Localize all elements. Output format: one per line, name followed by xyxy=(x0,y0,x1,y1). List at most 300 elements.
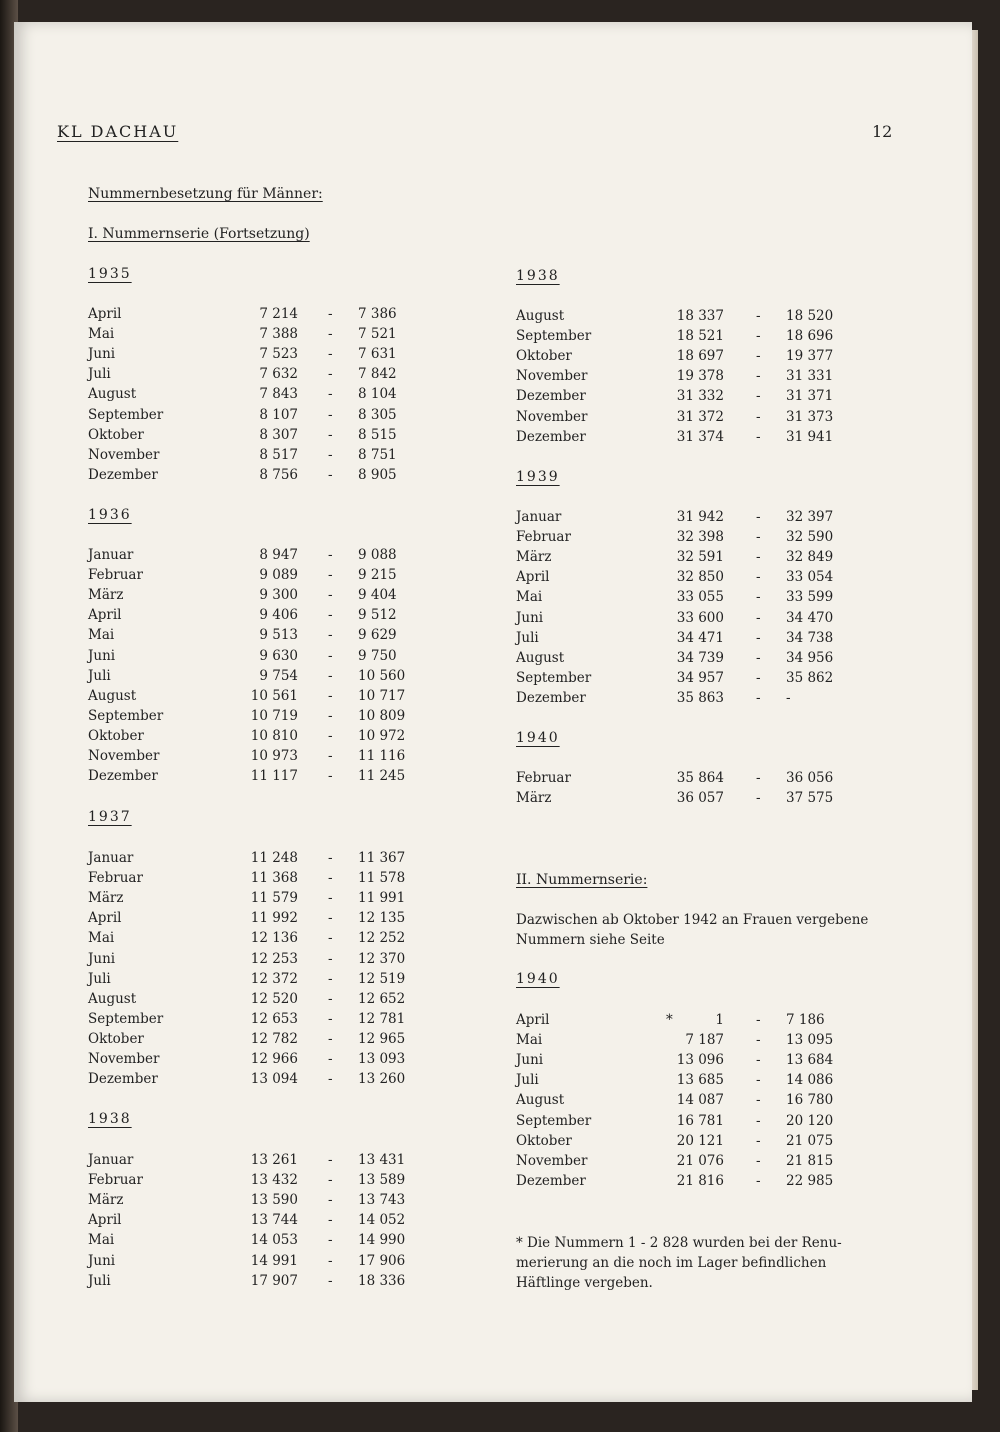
month-cell: Juli xyxy=(88,366,111,383)
range-start-cell: 34 739 xyxy=(676,649,724,666)
month-cell: Oktober xyxy=(516,1132,572,1149)
table-row xyxy=(516,690,896,710)
month-cell: Mai xyxy=(88,326,115,343)
range-start-cell: 7 843 xyxy=(259,386,298,403)
table-row xyxy=(516,790,896,810)
table-row xyxy=(88,1031,468,1051)
table-row xyxy=(88,910,468,930)
range-dash: - xyxy=(328,1030,333,1047)
table-row xyxy=(88,1212,468,1232)
series2-note-line: Dazwischen ab Oktober 1942 an Frauen vergebene xyxy=(516,912,869,928)
month-cell: September xyxy=(88,1010,164,1027)
range-end-cell: 13 095 xyxy=(786,1032,834,1049)
year-heading: 1938 xyxy=(88,1111,132,1127)
range-end-cell: 12 519 xyxy=(358,970,406,987)
range-end-cell: 33 054 xyxy=(786,569,834,586)
month-cell: Juli xyxy=(88,970,111,987)
table-row xyxy=(516,529,896,549)
month-cell: April xyxy=(516,1012,550,1028)
range-dash: - xyxy=(328,768,333,785)
footnote xyxy=(516,1233,842,1293)
table-row xyxy=(88,326,468,346)
range-start-cell: 32 398 xyxy=(676,529,724,546)
range-end-cell: 12 652 xyxy=(358,990,406,1007)
range-dash: - xyxy=(756,328,761,345)
range-end-cell: 11 991 xyxy=(358,890,406,907)
range-dash: - xyxy=(328,1071,333,1088)
month-cell: Januar xyxy=(88,547,134,563)
range-start-cell: 8 107 xyxy=(259,406,298,423)
month-cell: April xyxy=(516,569,550,586)
range-end-cell: 18 336 xyxy=(358,1272,406,1289)
table-row xyxy=(516,509,896,529)
month-cell: Oktober xyxy=(516,348,572,365)
range-start-cell: 9 630 xyxy=(259,647,298,664)
month-cell: April xyxy=(88,1212,122,1229)
month-cell: Februar xyxy=(88,870,143,887)
range-start-cell: 17 907 xyxy=(250,1272,298,1289)
range-dash: - xyxy=(328,1272,333,1289)
footnote-line: Häftlinge vergeben. xyxy=(516,1275,653,1291)
range-dash: - xyxy=(328,950,333,967)
month-cell: August xyxy=(88,990,137,1007)
table-row xyxy=(88,567,468,587)
table-row xyxy=(88,850,468,870)
month-cell: August xyxy=(88,386,137,403)
range-dash: - xyxy=(328,890,333,907)
range-end-cell: 32 590 xyxy=(786,529,834,546)
range-end-cell: 13 589 xyxy=(358,1172,406,1189)
month-cell: Dezember xyxy=(516,388,586,405)
table-row xyxy=(88,870,468,890)
table-row xyxy=(88,627,468,647)
table-row xyxy=(88,971,468,991)
month-cell: Dezember xyxy=(516,1172,586,1189)
range-end-cell: 20 120 xyxy=(786,1112,834,1129)
range-end-cell: 9 088 xyxy=(358,547,397,563)
range-end-cell: 14 086 xyxy=(786,1072,834,1089)
month-cell: September xyxy=(88,707,164,724)
range-end-cell: 14 990 xyxy=(358,1232,406,1249)
range-start-cell: 21 076 xyxy=(676,1152,724,1169)
month-cell: November xyxy=(516,368,588,385)
table-row xyxy=(516,368,896,388)
month-cell: Oktober xyxy=(88,1030,144,1047)
section-heading: Nummernbesetzung für Männer: xyxy=(88,186,323,202)
range-end-cell: 11 367 xyxy=(358,850,406,866)
month-cell: Dezember xyxy=(516,428,586,445)
month-cell: September xyxy=(516,1112,592,1129)
range-start-cell: 14 991 xyxy=(250,1252,298,1269)
range-dash: - xyxy=(328,930,333,947)
table-row xyxy=(88,728,468,748)
range-dash: - xyxy=(328,306,333,322)
range-end-cell: 34 956 xyxy=(786,649,834,666)
table-row xyxy=(88,768,468,788)
year-heading: 1936 xyxy=(88,507,132,523)
range-end-cell: 9 629 xyxy=(358,627,397,644)
range-dash: - xyxy=(756,669,761,686)
month-cell: Mai xyxy=(88,1232,115,1249)
range-dash: - xyxy=(328,647,333,664)
range-end-cell: 9 512 xyxy=(358,607,397,624)
range-dash: - xyxy=(756,1052,761,1069)
header-title: KL DACHAU xyxy=(57,122,179,141)
range-dash: - xyxy=(756,368,761,385)
table-row xyxy=(88,386,468,406)
table-row xyxy=(88,1273,468,1293)
range-dash: - xyxy=(756,529,761,546)
range-start-cell: 13 261 xyxy=(250,1152,298,1168)
range-start-cell: 11 117 xyxy=(250,768,298,785)
month-cell: Oktober xyxy=(88,727,144,744)
range-start-cell: 21 816 xyxy=(676,1172,724,1189)
table-row xyxy=(88,991,468,1011)
table-row xyxy=(516,650,896,670)
month-cell: November xyxy=(516,1152,588,1169)
table-row xyxy=(516,1153,896,1173)
range-start-cell: 34 471 xyxy=(676,629,724,646)
range-end-cell: 12 252 xyxy=(358,930,406,947)
range-dash: - xyxy=(328,1192,333,1209)
series2-note-line: Nummern siehe Seite xyxy=(516,932,665,948)
range-dash: - xyxy=(756,770,761,786)
table-row xyxy=(88,1152,468,1172)
range-end-cell: 32 397 xyxy=(786,509,834,525)
range-end-cell: 11 245 xyxy=(358,768,406,785)
month-cell: März xyxy=(516,549,552,566)
range-end-cell: 10 560 xyxy=(358,667,406,684)
range-end-cell: 33 599 xyxy=(786,589,834,606)
range-end-cell: 9 215 xyxy=(358,567,397,584)
table-row xyxy=(88,366,468,386)
range-end-cell: - xyxy=(786,689,791,706)
table-row xyxy=(516,1092,896,1112)
range-start-cell: 7 632 xyxy=(259,366,298,383)
year-heading: 1938 xyxy=(516,268,560,284)
range-start-cell: 11 992 xyxy=(250,910,298,927)
range-start-cell: 9 754 xyxy=(259,667,298,684)
table-row xyxy=(516,328,896,348)
range-dash: - xyxy=(756,629,761,646)
table-row xyxy=(516,409,896,429)
range-end-cell: 8 104 xyxy=(358,386,397,403)
range-end-cell: 8 305 xyxy=(358,406,397,423)
year-heading: 1937 xyxy=(88,809,132,825)
month-cell: Dezember xyxy=(88,466,158,483)
range-end-cell: 18 520 xyxy=(786,308,834,324)
range-dash: - xyxy=(328,1051,333,1067)
range-start-cell: 8 756 xyxy=(259,466,298,483)
month-cell: August xyxy=(516,308,565,324)
range-dash: - xyxy=(328,667,333,684)
range-start-cell: 7 214 xyxy=(259,306,298,322)
month-cell: Juni xyxy=(88,346,116,363)
month-cell: Mai xyxy=(88,627,115,644)
range-end-cell: 10 972 xyxy=(358,727,406,744)
range-start-cell: 32 850 xyxy=(676,569,724,586)
range-start-cell: 8 947 xyxy=(259,547,298,563)
range-start-cell: 7 523 xyxy=(259,346,298,363)
range-start-cell: 11 368 xyxy=(250,870,298,887)
range-end-cell: 36 056 xyxy=(786,770,834,786)
range-start-cell: 12 966 xyxy=(250,1051,298,1067)
table-row xyxy=(516,1173,896,1193)
range-dash: - xyxy=(756,1132,761,1149)
year-heading: 1940 xyxy=(516,730,560,746)
range-dash: - xyxy=(756,649,761,666)
range-start-cell: 31 332 xyxy=(676,388,724,405)
table-row xyxy=(88,1232,468,1252)
month-cell: Juni xyxy=(88,950,116,967)
range-start-cell: 16 781 xyxy=(676,1112,724,1129)
month-cell: Juni xyxy=(516,609,544,626)
range-dash: - xyxy=(756,1072,761,1089)
range-start-cell: 7 187 xyxy=(685,1032,724,1049)
range-dash: - xyxy=(328,627,333,644)
range-dash: - xyxy=(328,466,333,483)
series-heading: I. Nummernserie (Fortsetzung) xyxy=(88,226,310,242)
page-number: 12 xyxy=(872,122,893,141)
table-row xyxy=(88,427,468,447)
table-row xyxy=(516,569,896,589)
range-end-cell: 10 809 xyxy=(358,707,406,724)
month-cell: Dezember xyxy=(88,768,158,785)
range-end-cell: 19 377 xyxy=(786,348,834,365)
range-start-cell: 35 864 xyxy=(676,770,724,786)
range-start-cell: 10 810 xyxy=(250,727,298,744)
range-start-cell: 9 406 xyxy=(259,607,298,624)
range-start-cell: 12 520 xyxy=(250,990,298,1007)
table-row xyxy=(516,308,896,328)
range-end-cell: 7 631 xyxy=(358,346,397,363)
range-start-cell: 7 388 xyxy=(259,326,298,343)
range-dash: - xyxy=(328,1152,333,1168)
range-end-cell: 11 578 xyxy=(358,870,406,887)
month-cell: Januar xyxy=(516,509,562,525)
table-row xyxy=(516,589,896,609)
range-dash: - xyxy=(328,1010,333,1027)
table-row xyxy=(516,388,896,408)
table-row xyxy=(88,1192,468,1212)
month-cell: Juni xyxy=(88,1252,116,1269)
table-row xyxy=(516,770,896,790)
table-row xyxy=(88,1011,468,1031)
table-row xyxy=(88,930,468,950)
range-start-cell: 18 521 xyxy=(676,328,724,345)
range-dash: - xyxy=(328,567,333,584)
table-row xyxy=(88,1253,468,1273)
range-dash: - xyxy=(756,609,761,626)
range-start-cell: 8 307 xyxy=(259,426,298,443)
range-end-cell: 7 842 xyxy=(358,366,397,383)
range-start-cell: 10 561 xyxy=(250,687,298,704)
month-cell: Juni xyxy=(88,647,116,664)
range-dash: - xyxy=(756,1172,761,1189)
month-cell: Mai xyxy=(516,589,543,606)
table-row xyxy=(516,1052,896,1072)
month-cell: März xyxy=(88,1192,124,1209)
year-heading: 1939 xyxy=(516,469,560,485)
range-end-cell: 13 260 xyxy=(358,1071,406,1088)
month-cell: Januar xyxy=(88,850,134,866)
month-cell: Mai xyxy=(88,930,115,947)
range-end-cell: 10 717 xyxy=(358,687,406,704)
range-start-cell: 36 057 xyxy=(676,790,724,807)
month-cell: Mai xyxy=(516,1032,543,1049)
range-start-cell: 1 xyxy=(715,1012,724,1028)
range-start-cell: 12 782 xyxy=(250,1030,298,1047)
range-dash: - xyxy=(756,569,761,586)
range-start-cell: 31 942 xyxy=(676,509,724,525)
month-cell: Februar xyxy=(516,770,571,786)
table-row xyxy=(88,688,468,708)
month-cell: Juli xyxy=(88,1272,111,1289)
table-row xyxy=(88,607,468,627)
range-start-cell: 33 600 xyxy=(676,609,724,626)
range-dash: - xyxy=(328,970,333,987)
table-row xyxy=(88,306,468,326)
range-dash: - xyxy=(328,850,333,866)
range-end-cell: 14 052 xyxy=(358,1212,406,1229)
range-dash: - xyxy=(328,1252,333,1269)
range-start-cell: 13 096 xyxy=(676,1052,724,1069)
range-start-cell: 14 053 xyxy=(250,1232,298,1249)
range-dash: - xyxy=(756,308,761,324)
table-row xyxy=(88,407,468,427)
table-row xyxy=(88,346,468,366)
range-dash: - xyxy=(328,707,333,724)
month-cell: Februar xyxy=(88,567,143,584)
range-dash: - xyxy=(328,910,333,927)
month-cell: Oktober xyxy=(88,426,144,443)
range-dash: - xyxy=(328,386,333,403)
range-start-cell: 13 590 xyxy=(250,1192,298,1209)
range-start-cell: 31 372 xyxy=(676,408,724,425)
month-cell: November xyxy=(88,748,160,764)
month-cell: März xyxy=(88,890,124,907)
range-end-cell: 18 696 xyxy=(786,328,834,345)
range-dash: - xyxy=(328,587,333,604)
range-end-cell: 32 849 xyxy=(786,549,834,566)
range-start-cell: 11 248 xyxy=(250,850,298,866)
range-start-cell: 12 136 xyxy=(250,930,298,947)
range-end-cell: 31 941 xyxy=(786,428,834,445)
range-dash: - xyxy=(328,426,333,443)
table-row xyxy=(88,890,468,910)
range-dash: - xyxy=(328,990,333,1007)
month-cell: Juli xyxy=(516,1072,539,1089)
table-row xyxy=(516,610,896,630)
range-end-cell: 21 815 xyxy=(786,1152,834,1169)
range-end-cell: 12 781 xyxy=(358,1010,406,1027)
range-start-cell: 9 513 xyxy=(259,627,298,644)
range-dash: - xyxy=(756,1032,761,1049)
range-end-cell: 9 404 xyxy=(358,587,397,604)
table-row xyxy=(88,547,468,567)
table-row xyxy=(88,587,468,607)
range-end-cell: 7 186 xyxy=(786,1012,825,1028)
range-dash: - xyxy=(328,870,333,887)
month-cell: Februar xyxy=(88,1172,143,1189)
range-dash: - xyxy=(328,727,333,744)
month-cell: Februar xyxy=(516,529,571,546)
footnote-line: merierung an die noch im Lager befindlichen xyxy=(516,1255,827,1271)
month-cell: August xyxy=(516,1092,565,1109)
range-end-cell: 17 906 xyxy=(358,1252,406,1269)
table-row xyxy=(516,670,896,690)
range-dash: - xyxy=(328,607,333,624)
table-row xyxy=(88,951,468,971)
month-cell: Dezember xyxy=(88,1071,158,1088)
table-row xyxy=(88,708,468,728)
range-end-cell: 31 373 xyxy=(786,408,834,425)
range-start-cell: 35 863 xyxy=(676,689,724,706)
range-dash: - xyxy=(328,326,333,343)
series2-heading: II. Nummernserie: xyxy=(516,872,648,888)
range-start-cell: 12 653 xyxy=(250,1010,298,1027)
table-row xyxy=(88,1172,468,1192)
range-start-cell: 34 957 xyxy=(676,669,724,686)
range-end-cell: 16 780 xyxy=(786,1092,834,1109)
range-dash: - xyxy=(328,446,333,463)
range-dash: - xyxy=(328,547,333,563)
table-row xyxy=(88,748,468,768)
range-start-cell: 18 697 xyxy=(676,348,724,365)
table-row xyxy=(516,429,896,449)
range-end-cell: 34 738 xyxy=(786,629,834,646)
range-start-cell: 9 300 xyxy=(259,587,298,604)
month-cell: November xyxy=(88,446,160,463)
range-start-cell: 10 719 xyxy=(250,707,298,724)
range-end-cell: 11 116 xyxy=(358,748,406,764)
range-start-cell: 20 121 xyxy=(676,1132,724,1149)
range-dash: - xyxy=(328,748,333,764)
range-start-cell: 10 973 xyxy=(250,748,298,764)
month-cell: März xyxy=(88,587,124,604)
month-cell: September xyxy=(88,406,164,423)
table-row xyxy=(88,447,468,467)
range-start-cell: 14 087 xyxy=(676,1092,724,1109)
footnote-marker: * xyxy=(666,1012,673,1028)
range-end-cell: 31 331 xyxy=(786,368,834,385)
range-dash: - xyxy=(756,428,761,445)
range-dash: - xyxy=(756,1092,761,1109)
range-end-cell: 9 750 xyxy=(358,647,397,664)
month-cell: Juni xyxy=(516,1052,544,1069)
range-end-cell: 13 743 xyxy=(358,1192,406,1209)
table-row xyxy=(516,1072,896,1092)
month-cell: November xyxy=(516,408,588,425)
range-end-cell: 22 985 xyxy=(786,1172,834,1189)
range-end-cell: 13 431 xyxy=(358,1152,406,1168)
range-start-cell: 8 517 xyxy=(259,446,298,463)
range-start-cell: 33 055 xyxy=(676,589,724,606)
range-start-cell: 32 591 xyxy=(676,549,724,566)
range-end-cell: 8 905 xyxy=(358,466,397,483)
month-cell: April xyxy=(88,910,122,927)
range-dash: - xyxy=(756,1152,761,1169)
range-end-cell: 7 386 xyxy=(358,306,397,322)
range-dash: - xyxy=(756,689,761,706)
range-end-cell: 34 470 xyxy=(786,609,834,626)
range-dash: - xyxy=(756,348,761,365)
table-row xyxy=(516,1032,896,1052)
year-heading: 1940 xyxy=(516,971,560,987)
table-row xyxy=(88,1051,468,1071)
range-end-cell: 37 575 xyxy=(786,790,834,807)
range-start-cell: 9 089 xyxy=(259,567,298,584)
